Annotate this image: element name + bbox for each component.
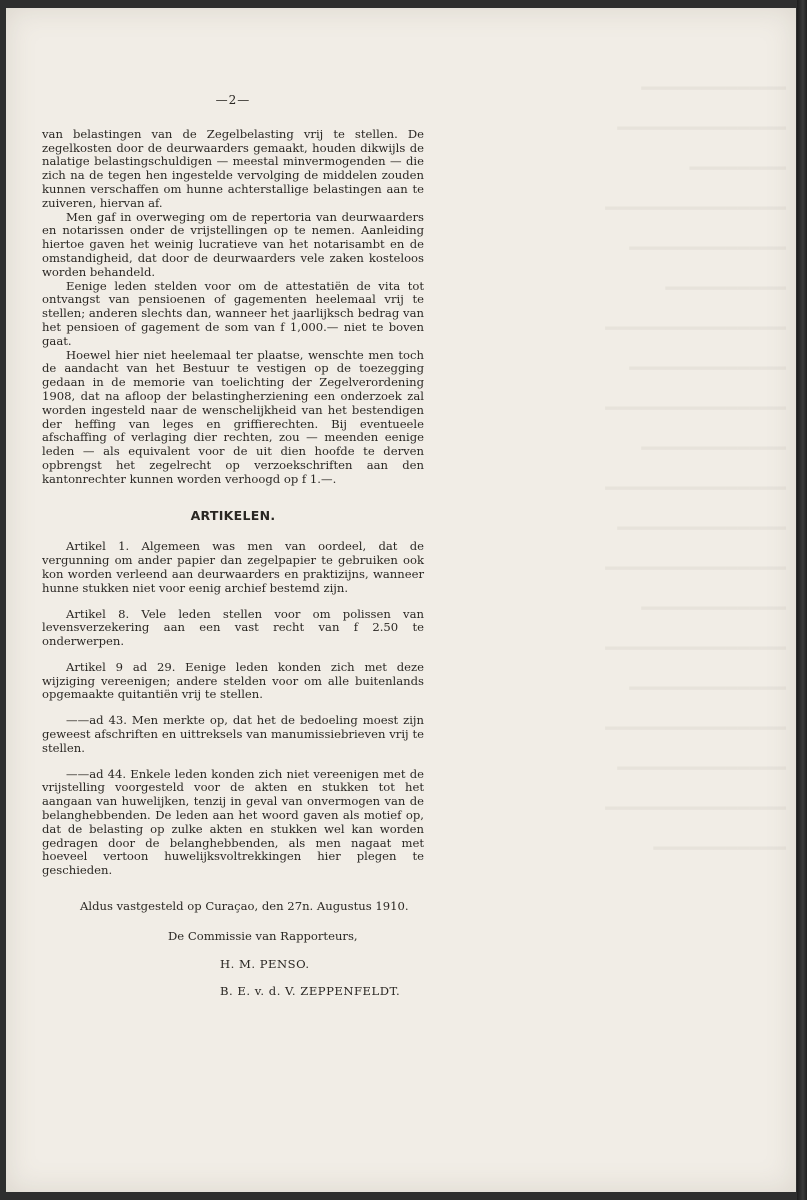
closing-block — [42, 900, 424, 999]
article-9-paragraph: Artikel 9 ad 29. Eenige leden konden zich met deze wijziging vereenigen; andere stelden voor om alle buitenlands opgemaakte quitantiën vrij te stellen. — [42, 659, 424, 702]
document-page — [6, 8, 796, 1192]
page-number: —2— — [215, 93, 251, 107]
committee-line: De Commissie van Rapporteurs, — [168, 928, 358, 943]
scan-edge — [797, 0, 807, 1200]
paragraph-intro-3: Eenige leden stelden voor om de attestatiën de vita tot ontvangst van pensioenen of gagementen heelemaal vrij te stellen; anderen slechts dan, wanneer het jaarlijksch bedrag van het pensioen of gagement de som van f 1,000.— niet te boven gaat. — [42, 278, 424, 348]
document-text — [42, 94, 424, 999]
paragraph-intro-1: van belastingen van de Zegelbelasting vrij te stellen. De zegelkosten door de deurwaarders gemaakt, houden dikwijls de nalatige belastingschuldigen — meestal minvermogenden — die zich na de tegen hen ingestelde vervolging de middelen zouden kunnen verschaffen om hunne achterstallige belastingen aan te zuiveren, hiervan af. — [42, 126, 424, 210]
place-date: Aldus vastgesteld op Curaçao, den 27n. Augustus 1910. — [80, 899, 409, 914]
paragraph-intro-4: Hoewel hier niet heelemaal ter plaatse, wenschte men toch de aandacht van het Bestuur te vestigen op de toezegging gedaan in de memorie van toelichting der Zegelverordening 1908, dat na afloop der belastingherziening een onderzoek zal worden ingesteld naar de wenschelijkheid van het bestendigen der heffing van leges en griffierechten. Bij eventueele afschaffing of verlaging dier rechten, zou — meenden eenige leden — als equivalent voor de uit dien hoofde te derven opbrengst het zegelrecht op verzoekschriften aan den kantonrechter kunnen worden verhoogd op f 1.—. — [42, 347, 424, 486]
paragraph-intro-2: Men gaf in overweging om de repertoria van deurwaarders en notarissen onder de vrijstellingen op te nemen. Aanleiding hiertoe gaven het weinig lucratieve van het notarisambt en de omstandigheid, dat door de deurwaarders vele zaken kosteloos worden behandeld. — [42, 209, 424, 279]
bleed-through-decoration: ━━━━━━━━━━━━ ━━━━━━━━━━━━━━ ━━━━━━━━ ━━━━━━━━━━━━━━━ ━━━━━━━━━━━━━ ━━━━━━━━━━ ━━━━━━━━━━━━━━━ ━━━━━━━━━━━━━ ━━━━━━━━━━━━━━━ ━━━━━━━━━━━━ ━━━━━━━━━━━━━━━ ━━━━━━━━━━━━━━ ━━━━━━━━━━━━━━━ ━━━━━━━━━━━━ ━━━━━━━━━━━━━━━ ━━━━━━━━━━━━━ ━━━━━━━━━━━━━━━ ━━━━━━━━━━━━━━ ━━━━━━━━━━━━━━━ ━━━━━━━━━━━ — [605, 76, 786, 860]
section-heading: ARTIKELEN. — [190, 507, 276, 523]
signatory-penso: H. M. PENSO. — [220, 956, 310, 971]
article-8-paragraph: Artikel 8. Vele leden stellen voor om polissen van levensverzekering aan een vast recht van f 2.50 te onderwerpen. — [42, 606, 424, 649]
signatory-zeppenfeldt: B. E. v. d. V. ZEPPENFELDT. — [220, 984, 401, 999]
article-44-paragraph: ——ad 44. Enkele leden konden zich niet vereenigen met de vrijstelling voorgesteld voor de akten en stukken tot het aangaan van huwelijken, tenzij in geval van onvermogen van de belanghebbenden. De leden aan het woord gaven als motief op, dat de belasting op zulke akten en stukken wel kan worden gedragen door de belanghebbenden, als men nagaat met hoeveel vertoon huwelijksvoltrekkingen hier plegen te geschieden. — [42, 766, 424, 878]
article-43-paragraph: ——ad 43. Men merkte op, dat het de bedoeling moest zijn geweest afschriften en uittreksels van manumissiebrieven vrij te stellen. — [42, 713, 424, 755]
article-1-paragraph: Artikel 1. Algemeen was men van oordeel, dat de vergunning om ander papier dan zegelpapier te gebruiken ook kon worden verleend aan deurwaarders en praktizijns, wanneer hunne stukken niet voor eenig archief bestemd zijn. — [42, 539, 424, 595]
